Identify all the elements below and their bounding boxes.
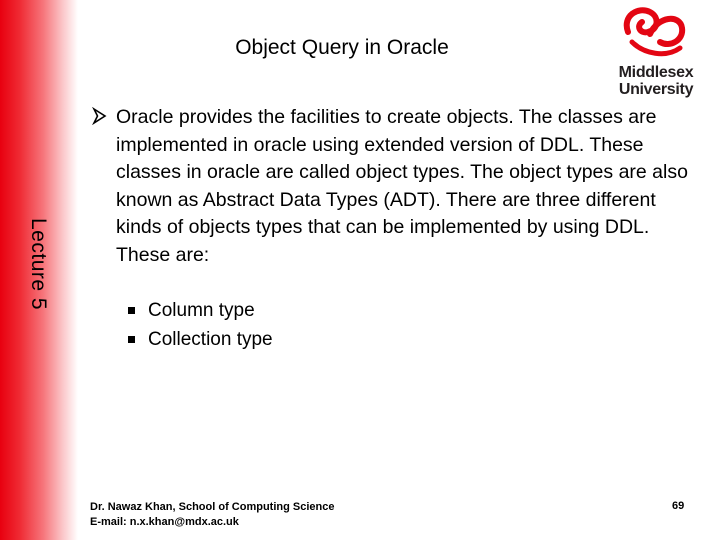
middlesex-swirl-icon — [614, 4, 694, 62]
footer-email: E-mail: n.x.khan@mdx.ac.uk — [90, 516, 239, 528]
main-bullet-text: Oracle provides the facilities to create objects. The classes are implemented in oracle using extended version of DDL. These classes in oracle are called object types. The object types are also known as Abstract Data Types (ADT). There are three different kinds of objects types that can be implemented by using DDL. These are: — [116, 106, 688, 266]
sub-bullet-list — [128, 296, 273, 354]
university-logo — [606, 4, 702, 100]
footer — [90, 500, 334, 530]
logo-line-1: Middlesex — [618, 64, 694, 81]
sub-bullet-text: Collection type — [148, 329, 273, 350]
page-number: 69 — [672, 500, 685, 512]
sub-bullet-text: Column type — [148, 300, 255, 321]
lecture-label: Lecture 5 — [27, 218, 50, 311]
arrow-bullet-icon — [92, 106, 108, 134]
sub-bullet-item — [128, 296, 273, 325]
main-bullet — [92, 104, 702, 269]
square-bullet-icon — [128, 336, 135, 343]
sub-bullet-item — [128, 325, 273, 354]
slide-title: Object Query in Oracle — [235, 36, 449, 59]
footer-author: Dr. Nawaz Khan, School of Computing Science — [90, 501, 335, 513]
logo-line-2: University — [618, 81, 694, 98]
square-bullet-icon — [128, 307, 135, 314]
